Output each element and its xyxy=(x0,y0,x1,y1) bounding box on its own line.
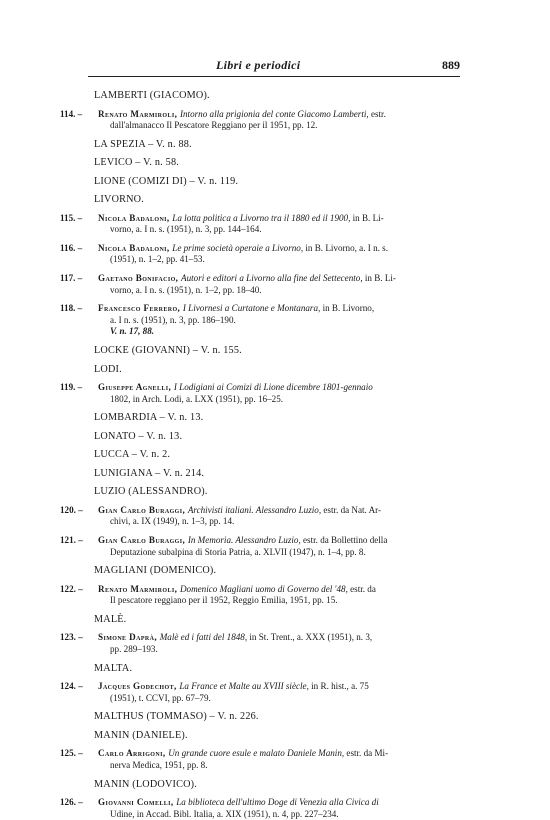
entry-number: 114. – xyxy=(60,108,83,119)
entry-source: in B. Li- xyxy=(364,273,396,284)
header-title: Libri e periodici xyxy=(216,58,301,72)
entry-number: 122. – xyxy=(60,583,83,594)
entry-source: in R. hist., a. 75 xyxy=(311,681,369,692)
subject-heading: MALTA. xyxy=(94,662,133,674)
entry-title: Intorno alla prigionia del conte Giacomo Lamberti, xyxy=(179,108,371,119)
entry-title: Malè ed i fatti del 1848, xyxy=(159,632,250,643)
entry-number: 115. – xyxy=(60,212,83,223)
entry-source: in B. Livorno, xyxy=(322,303,375,314)
subject-heading: LONATO – V. n. 13. xyxy=(94,430,183,442)
entry-author: Carlo Arrigoni, xyxy=(98,748,169,759)
bibliography-entry xyxy=(60,213,464,236)
subject-heading: LAMBERTI (GIACOMO). xyxy=(94,90,210,101)
entry-number: 118. – xyxy=(60,303,83,314)
entry-author: Renato Marmiroli, xyxy=(98,583,180,594)
subject-heading: MANIN (DANIELE). xyxy=(94,729,188,741)
running-header xyxy=(88,58,460,76)
bibliography-entry xyxy=(60,748,464,771)
entry-source: estr. xyxy=(370,108,386,119)
entry-title: La lotta politica a Livorno tra il 1880 ed il 1900, xyxy=(172,212,353,223)
bibliography-entry xyxy=(60,243,464,266)
entry-continuation: vorno, a. I n. s. (1951), n. 1–2, pp. 18–40. xyxy=(110,284,262,295)
entry-continuation: 1802, in Arch. Lodi, a. LXX (1951), pp. 16–25. xyxy=(110,393,284,404)
entry-author: Simone Daprà, xyxy=(98,632,160,643)
entry-number: 124. – xyxy=(60,681,83,692)
bibliography-entry xyxy=(60,505,464,528)
entry-continuation: (1951), n. 1–2, pp. 41–53. xyxy=(110,254,205,265)
entry-cross-reference: V. n. 17, 88. xyxy=(110,326,155,337)
entry-continuation: a. I n. s. (1951), n. 3, pp. 186–190. xyxy=(110,314,236,325)
entry-continuation: Deputazione subalpina di Storia Patria, a. XLVII (1947), n. 1–4, pp. 8. xyxy=(110,546,366,557)
entry-source: in B. Li- xyxy=(352,212,384,223)
subject-heading: LOMBARDIA – V. n. 13. xyxy=(94,412,204,424)
subject-heading: LEVICO – V. n. 58. xyxy=(94,157,180,169)
entry-source: estr. da Bollettino della xyxy=(303,535,388,545)
subject-heading: MALTHUS (TOMMASO) – V. n. 226. xyxy=(94,711,259,723)
entry-number: 117. – xyxy=(60,273,83,284)
entry-source: estr. da Mi- xyxy=(346,748,389,759)
entry-source: in B. Livorno, a. I n. s. xyxy=(305,242,388,253)
page-number: 889 xyxy=(442,58,460,72)
entry-title: Archivisti italiani. Alessandro Luzio, xyxy=(187,504,324,515)
entry-number: 116. – xyxy=(60,242,83,253)
bibliography-entry xyxy=(60,681,464,704)
entry-number: 119. – xyxy=(60,382,83,393)
entry-source: in St. Trent., a. XXX (1951), n. 3, xyxy=(249,632,373,643)
entry-number: 120. – xyxy=(60,504,83,515)
bibliography-entry xyxy=(60,273,464,296)
entry-author: Gaetano Bonifacio, xyxy=(98,273,182,284)
bibliography-entry xyxy=(60,109,464,132)
subject-heading: LA SPEZIA – V. n. 88. xyxy=(94,138,192,150)
entry-continuation: Udine, in Accad. Bibl. Italia, a. XIX (1951), n. 4, pp. 227–234. xyxy=(110,808,339,819)
entry-continuation: dall'almanacco Il Pescatore Reggiano per il 1951, pp. 12. xyxy=(110,120,318,131)
entry-author: Renato Marmiroli, xyxy=(98,108,180,119)
bibliography-entry xyxy=(60,632,464,655)
bibliography-entry xyxy=(60,797,464,820)
subject-heading: LUCCA – V. n. 2. xyxy=(94,449,171,461)
entry-author: Nicola Badaloni, xyxy=(98,242,173,253)
entry-number: 121. – xyxy=(60,535,83,545)
entry-title: La France et Malte au XVIII siècle, xyxy=(179,681,312,692)
entry-continuation: pp. 289–193. xyxy=(110,643,158,654)
entry-title: Autori e editori a Livorno alla fine del Settecento, xyxy=(181,273,365,284)
entry-title: Domenico Magliani uomo di Governo del '48, xyxy=(179,583,351,594)
bibliography-entry xyxy=(60,584,464,607)
entry-author: Nicola Badaloni, xyxy=(98,212,173,223)
subject-heading: LUNIGIANA – V. n. 214. xyxy=(94,467,205,479)
subject-heading: LOCKE (GIOVANNI) – V. n. 155. xyxy=(94,345,242,357)
entry-author: Giuseppe Agnelli, xyxy=(98,382,174,393)
entry-title: I Livornesi a Curtatone e Montanara, xyxy=(182,303,323,314)
entry-author: Gian Carlo Buraggi, xyxy=(98,535,188,545)
entry-author: Gian Carlo Buraggi, xyxy=(98,504,188,515)
subject-heading: LODI. xyxy=(94,363,122,375)
entry-author: Giovanni Comelli, xyxy=(98,797,177,807)
bibliography-entry xyxy=(60,303,464,338)
subject-heading: LIVORNO. xyxy=(94,194,144,206)
entry-title: In Memoria. Alessandro Luzio, xyxy=(187,535,304,545)
entry-number: 123. – xyxy=(60,632,83,643)
entry-number: 125. – xyxy=(60,748,83,759)
subject-heading: MANIN (LODOVICO). xyxy=(94,778,197,790)
subject-heading: LUZIO (ALESSANDRO). xyxy=(94,486,208,498)
entry-author: Francesco Ferrero, xyxy=(98,303,183,314)
entry-source: estr. da xyxy=(350,583,376,594)
entry-continuation: (1951), t. CCVI, pp. 67–79. xyxy=(110,692,211,703)
entry-continuation: nerva Medica, 1951, pp. 8. xyxy=(110,759,208,770)
subject-heading: LIONE (COMIZI DI) – V. n. 119. xyxy=(94,175,239,187)
entry-title: La biblioteca dell'ultimo Doge di Venezia alla Civica di xyxy=(176,797,379,807)
entry-title: Le prime società operaie a Livorno, xyxy=(172,242,306,253)
entry-continuation: vorno, a. I n. s. (1951), n. 3, pp. 144–164. xyxy=(110,224,262,235)
entry-continuation: chivi, a. IX (1949), n. 1–3, pp. 14. xyxy=(110,516,235,527)
entry-title: I Lodigiani ai Comizi di Lione dicembre 1801-gennaio xyxy=(173,382,373,393)
entry-continuation: Il pescatore reggiano per il 1952, Reggio Emilia, 1951, pp. 15. xyxy=(110,595,338,606)
entry-source: estr. da Nat. Ar- xyxy=(323,504,382,515)
entry-number: 126. – xyxy=(60,797,83,807)
entry-title: Un grande cuore esule e malato Daniele Manin, xyxy=(168,748,347,759)
bibliography-entry xyxy=(60,382,464,405)
subject-heading: MALÈ. xyxy=(94,613,127,625)
entry-author: Jacques Godechot, xyxy=(98,681,180,692)
bibliography-entry xyxy=(60,535,464,558)
subject-heading: MAGLIANI (DOMENICO). xyxy=(94,565,217,577)
header-rule xyxy=(88,76,460,77)
